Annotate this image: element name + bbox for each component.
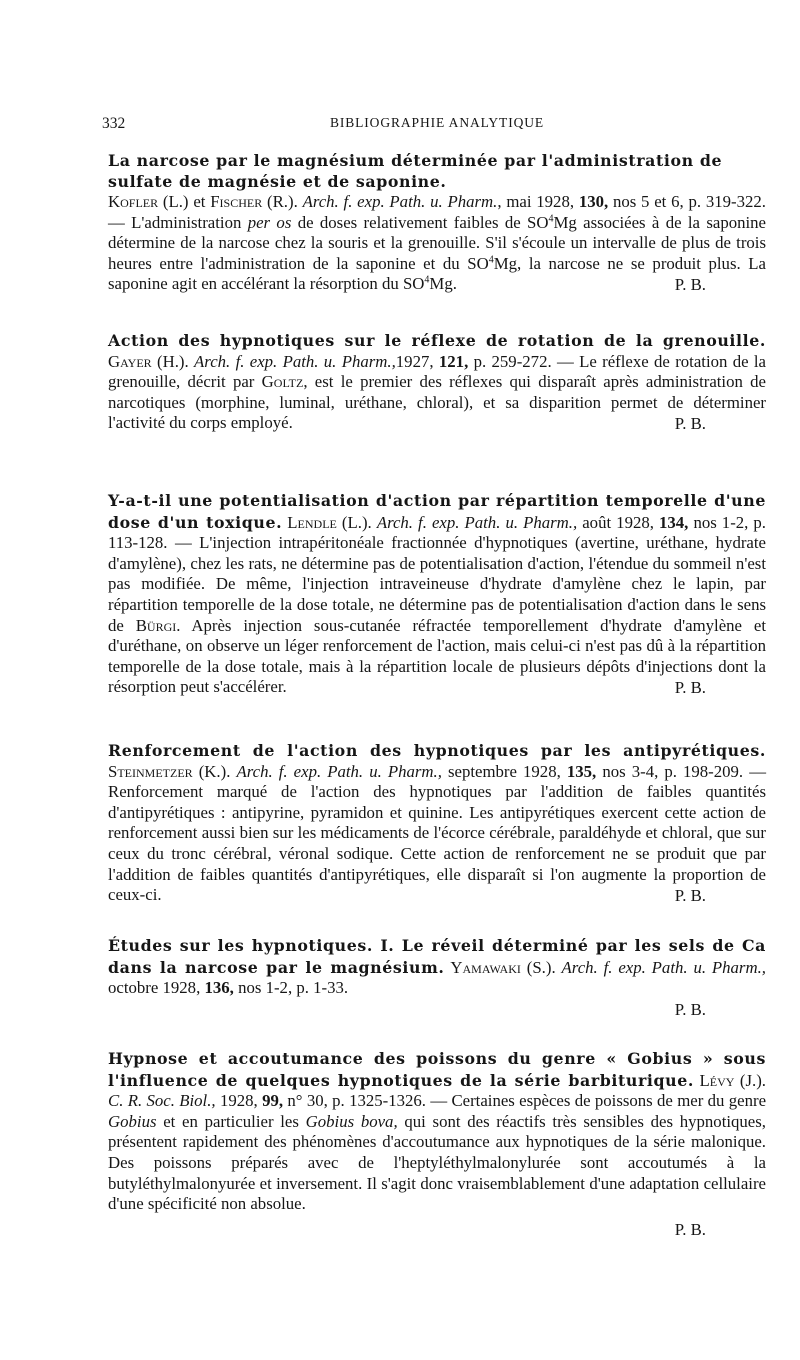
abstract: et en particulier les — [163, 1111, 299, 1131]
abstract: Mg. — [429, 274, 457, 294]
pages: p. 259-272. — [473, 351, 552, 371]
author: Lendle (L.). — [287, 512, 372, 532]
issue-pages: nos 1-2, p. 1-33. — [238, 978, 349, 998]
entry-text: Kofler (L.) et Fischer (R.). Arch. f. exp. Path. u. Pharm., mai 1928, 130, nos 5 et 6, p. 319-322. — L'administration per os de doses relativement faibles de $SO^4Mg$ associées à de la saponine détermine de la narcose chez la souris et la grenouille. S'il s'écoule un intervalle de plus de trois heures entre l'administration de la saponine et du $SO^4Mg$, la narcose ne se produit plus. La saponine agit en accélérant la résorption du $SO^4Mg$. P. B. — [108, 192, 766, 295]
entry-text — [108, 490, 766, 698]
journal: Arch. f. exp. Path. u. Pharm. — [302, 192, 498, 211]
running-head: BIBLIOGRAPHIE ANALYTIQUE — [329, 115, 545, 130]
initials: P. B. — [674, 1219, 706, 1239]
page-header — [102, 115, 766, 137]
journal: Arch. f. exp. Path. u. Pharm., — [236, 761, 442, 781]
abstract-italic: per os — [247, 212, 292, 232]
entry-title: Hypnose et accoutumance des poissons du genre « Gobius » sous l'influence de quelques hypnotiques de la série barbiturique. — [108, 1049, 766, 1090]
abstract: Mg, la narcose ne se produit plus. La saponine agit en accélérant la résorption du SO — [108, 253, 766, 294]
entry-title: Études sur les hypnotiques. I. Le réveil déterminé par les sels de Ca dans la narcose par le magnésium. — [108, 936, 766, 977]
bibliography-entry — [108, 330, 766, 434]
abstract: de doses relativement faibles de SO — [297, 212, 549, 232]
author-join: et — [193, 192, 206, 211]
year: 1928, — [219, 1091, 258, 1111]
abstract: est le premier des réflexes qui disparaît après administration de narcotiques (morphine, luminal, uréthane, chloral), et sa disparition permet de déterminer l'activité du corps employé. — [108, 372, 766, 433]
issue-pages: nos 1-2, p. 113-128. — [108, 512, 767, 553]
journal: Arch. f. exp. Path. u. Pharm., — [194, 351, 396, 371]
volume: 134, — [659, 512, 689, 532]
volume: 136, — [204, 978, 234, 998]
year: 1927, — [395, 351, 434, 371]
genus-name: Gobius — [108, 1111, 157, 1131]
bibliography-entry — [108, 150, 766, 295]
issue-pages: n° 30, p. 1325-1326. — [287, 1091, 426, 1111]
author: Kofler (L.) — [108, 192, 189, 211]
date: mai 1928, — [506, 192, 575, 211]
cited-author: Goltz, — [261, 372, 308, 392]
entry-title: Renforcement de l'action des hypnotiques par les antipyrétiques. — [108, 741, 766, 760]
entry-title: Y-a-t-il une potentialisation d'action par répartition temporelle d'une dose d'un toxique. — [108, 491, 766, 532]
superscript: 4 — [488, 254, 494, 266]
abstract: — Certaines espèces de poissons de mer du genre — [430, 1091, 767, 1111]
author: Yamawaki (S.). — [450, 957, 556, 977]
abstract: — L'administration — [108, 212, 242, 232]
abstract: — Le réflexe de rotation de la grenouille, décrit par — [108, 351, 767, 392]
journal-page — [102, 0, 767, 1360]
entry-text — [108, 935, 766, 999]
entry-title: Action des hypnotiques sur le réflexe de rotation de la grenouille. — [108, 331, 766, 350]
initials: P. B. — [674, 886, 706, 906]
journal: Arch. f. exp. Path. u. Pharm., — [376, 512, 578, 532]
bibliography-entry — [108, 1048, 766, 1240]
bibliography-entry — [108, 490, 766, 698]
species-name: Gobius bova, — [305, 1111, 398, 1131]
volume: 135, — [566, 761, 597, 781]
initials: P. B. — [674, 414, 706, 434]
superscript: 4 — [424, 274, 430, 286]
abstract: — L'injection intrapéritonéale fractionnée d'hypnotiques (avertine, uréthane, hydrate d'amylène), chez les rats, ne détermine pas de potentialisation d'action, l'étendue du sommeil n'est pas modifiée. De même, l'injection intraveineuse d'hydrate d'amylène chez le lapin, par répartition temporelle de la dose totale, ne détermine pas de potentialisation d'action dans le sens de — [108, 533, 766, 635]
initials: P. B. — [674, 999, 706, 1019]
date: octobre 1928, — [108, 978, 201, 998]
bibliography-entry — [108, 935, 766, 1020]
page-number: 332 — [102, 115, 126, 132]
cited-author: Bürgi. — [135, 615, 181, 635]
initials: P. B. — [674, 678, 706, 698]
author: Gayer (H.). — [108, 351, 189, 371]
issue-pages: nos 5 et 6, p. 319-322. — [612, 192, 766, 211]
abstract: — Renforcement marqué de l'action des hypnotiques par l'addition de faibles quantités d'antipyrétiques : antipyrine, pyramidon et quinine. Les antipyrétiques exercent cette action de renforcement aussi bien sur les médicaments de l'écorce cérébrale, paraldéhyde et chloral, que sur ceux du tronc cérébral, véronal sodique. Cette action de renforcement ne se produit que par l'addition de faibles quantités d'antipyrétiques, elle disparaît si l'on augmente la proportion de ceux-ci. — [108, 761, 766, 905]
abstract: Après injection sous-cutanée réfractée temporellement d'hydrate d'amylène et d'uréthane, on observe un léger renforcement de l'action, mais celui-ci n'est pas dû à la répartition temporelle de la dose totale, mais à la répartition locale de plusieurs dépôts d'injections dont la résorption peut s'accélérer. — [108, 615, 766, 697]
volume: 130, — [578, 192, 609, 211]
date: septembre 1928, — [448, 761, 561, 781]
entry-title: La narcose par le magnésium déterminée par l'administration de sulfate de magnésie et de saponine. — [108, 151, 723, 191]
author: Fischer (R.) — [210, 192, 294, 211]
abstract: qui sont des réactifs très sensibles des hypnotiques, présentent rapidement des phénomènes d'accoutumance aux hypnotiques de la série malonique. Des poissons préparés avec de l'heptyléthylmalonylurée sont accoutumés à la butyléthylmalonyurée et inversement. Il s'agit donc vraisemblablement d'une adaptation cellulaire d'une spécificité non absolue. — [108, 1111, 766, 1214]
volume: 99, — [262, 1091, 284, 1111]
superscript: 4 — [548, 213, 554, 224]
abstract: Mg associées à de la saponine détermine de la narcose chez la souris et la grenouille. S'il s'écoule un intervalle de plus de trois heures entre l'administration de la saponine et du SO — [108, 212, 766, 273]
entry-text — [108, 1048, 766, 1215]
journal: C. R. Soc. Biol., — [108, 1091, 216, 1111]
journal: Arch. f. exp. Path. u. Pharm., — [561, 957, 766, 977]
author: Lévy (J.). — [699, 1070, 766, 1090]
date: août 1928, — [582, 512, 654, 532]
entry-text — [108, 740, 766, 906]
bibliography-entry — [108, 740, 766, 906]
volume: 121, — [438, 351, 469, 371]
issue-pages: nos 3-4, p. 198-209. — [602, 761, 744, 781]
entry-text — [108, 330, 766, 434]
author: Steinmetzer (K.). — [108, 761, 231, 781]
initials: P. B. — [674, 275, 706, 295]
